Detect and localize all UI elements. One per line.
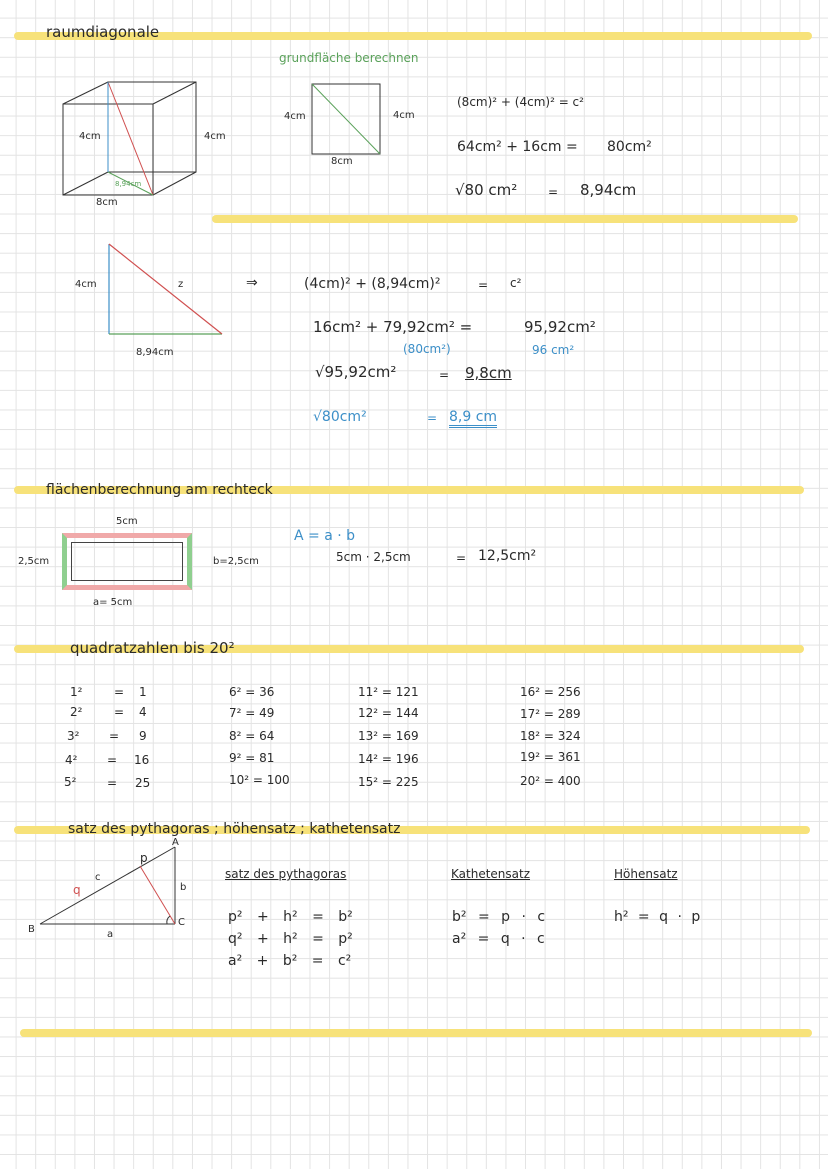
triangle-label-vertical: 4cm — [75, 279, 97, 290]
square-1-v: 1 — [139, 685, 147, 699]
rect-label-right: b=2,5cm — [213, 556, 259, 567]
heading-raumdiagonale: raumdiagonale — [46, 23, 160, 41]
right-triangle-figure — [109, 244, 222, 334]
calc2-blue-96: 96 cm² — [532, 343, 575, 357]
pythagoras-title: satz des pythagoras — [225, 867, 347, 881]
square-5-eq: = — [107, 776, 118, 790]
calc2-line1b: = — [478, 278, 489, 292]
kathetensatz-row-2: a² = q · c — [452, 931, 545, 947]
triangle-vertex-A: A — [172, 837, 179, 848]
pythagoras-row-2: q² + h² = p² — [228, 931, 353, 947]
rect-label-top: 5cm — [116, 516, 138, 527]
triangle-height — [140, 866, 175, 924]
square-13: 13² = 169 — [358, 729, 419, 743]
square-4-n: 4² — [65, 753, 78, 767]
calc2-line1a: (4cm)² + (8,94cm)² — [304, 276, 441, 292]
square-2-v: 4 — [139, 705, 147, 719]
rectangle-figure — [62, 533, 192, 590]
grund-label-right: 4cm — [393, 110, 415, 121]
pythagoras-row-1: p² + h² = b² — [228, 909, 353, 925]
highlight-strip-2 — [212, 215, 798, 223]
cube-label-height: 4cm — [79, 131, 101, 142]
heading-pythagoras: satz des pythagoras ; höhensatz ; kathetensatz — [68, 821, 401, 837]
calc1-line1: (8cm)² + (4cm)² = c² — [457, 95, 584, 109]
grund-square-figure — [312, 84, 380, 154]
cube-label-depth: 4cm — [204, 131, 226, 142]
square-4-eq: = — [107, 753, 118, 767]
pythagoras-triangle-figure — [40, 847, 175, 924]
heading-quadratzahlen: quadratzahlen bis 20² — [70, 639, 235, 657]
triangle-vertex-C: C — [178, 917, 185, 928]
calc1-line3a: √80 cm² — [455, 181, 518, 199]
square-2-n: 2² — [70, 705, 83, 719]
heading-flaechenberechnung: flächenberechnung am rechteck — [46, 482, 273, 498]
area-calc-eq: = — [456, 551, 467, 565]
square-3-n: 3² — [67, 729, 80, 743]
grund-title: grundfläche berechnen — [279, 51, 419, 65]
square-8: 8² = 64 — [229, 729, 275, 743]
square-10: 10² = 100 — [229, 773, 290, 787]
triangle-side-c: c — [95, 872, 101, 883]
calc2-bracket-80: (80cm²) — [403, 342, 451, 356]
grund-label-left: 4cm — [284, 111, 306, 122]
calc2-line4a: √80cm² — [313, 409, 367, 425]
square-18: 18² = 324 — [520, 729, 581, 743]
hoehensatz-row-1: h² = q · p — [614, 909, 701, 925]
calc2-line2a: 16cm² + 79,92cm² = — [313, 318, 473, 336]
square-12: 12² = 144 — [358, 706, 419, 720]
area-formula: A = a · b — [294, 528, 356, 544]
square-6: 6² = 36 — [229, 685, 275, 699]
triangle-segment-q: q — [73, 883, 81, 897]
square-1-n: 1² — [70, 685, 83, 699]
grund-label-bottom: 8cm — [331, 156, 353, 167]
pythagoras-row-3: a² + b² = c² — [228, 953, 352, 969]
triangle-side-a: a — [107, 929, 114, 940]
square-5-n: 5² — [64, 775, 77, 789]
cube-label-width: 8cm — [96, 197, 118, 208]
calc2-line4b: = — [427, 411, 438, 425]
calc2-line3a: √95,92cm² — [315, 363, 397, 381]
calc2-line2b: 95,92cm² — [524, 318, 596, 336]
square-11: 11² = 121 — [358, 685, 419, 699]
square-19: 19² = 361 — [520, 750, 581, 764]
kathetensatz-row-1: b² = p · c — [452, 909, 546, 925]
calc1-line3c: 8,94cm — [580, 181, 637, 199]
cube-label-diagonal: 8,94cm — [115, 180, 142, 188]
square-9: 9² = 81 — [229, 751, 275, 765]
calc1-line2a: 64cm² + 16cm = — [457, 139, 578, 155]
calc2-result-9-8: 9,8cm — [465, 364, 512, 382]
square-3-v: 9 — [139, 729, 147, 743]
square-20: 20² = 400 — [520, 774, 581, 788]
cube-space-diagonal — [108, 82, 153, 195]
triangle-side-b: b — [180, 882, 187, 893]
triangle-segment-p: p — [140, 851, 148, 865]
square-1-eq: = — [114, 685, 125, 699]
square-5-v: 25 — [135, 776, 151, 790]
square-3-eq: = — [109, 729, 120, 743]
triangle-label-hypotenuse: z — [178, 279, 184, 290]
square-15: 15² = 225 — [358, 775, 419, 789]
area-calc: 5cm · 2,5cm — [336, 550, 411, 564]
square-14: 14² = 196 — [358, 752, 419, 766]
rect-label-bottom: a= 5cm — [93, 597, 133, 608]
calc1-line3b: = — [548, 185, 559, 199]
square-2-eq: = — [114, 705, 125, 719]
kathetensatz-title: Kathetensatz — [451, 867, 531, 881]
calc2-line3b: = — [439, 368, 450, 382]
triangle-label-base: 8,94cm — [136, 347, 174, 358]
rect-label-left: 2,5cm — [18, 556, 50, 567]
calc1-line2b: 80cm² — [607, 139, 652, 155]
calc2-result-8-9: 8,9 cm — [449, 410, 497, 428]
square-7: 7² = 49 — [229, 706, 275, 720]
square-16: 16² = 256 — [520, 685, 581, 699]
highlight-strip-6 — [20, 1029, 812, 1037]
arrow-implies: ⇒ — [246, 275, 258, 291]
calc2-line1c: c² — [510, 276, 522, 290]
triangle-vertex-B: B — [28, 924, 35, 935]
square-4-v: 16 — [134, 753, 150, 767]
hoehensatz-title: Höhensatz — [614, 867, 678, 881]
area-result: 12,5cm² — [478, 548, 537, 564]
square-17: 17² = 289 — [520, 707, 581, 721]
